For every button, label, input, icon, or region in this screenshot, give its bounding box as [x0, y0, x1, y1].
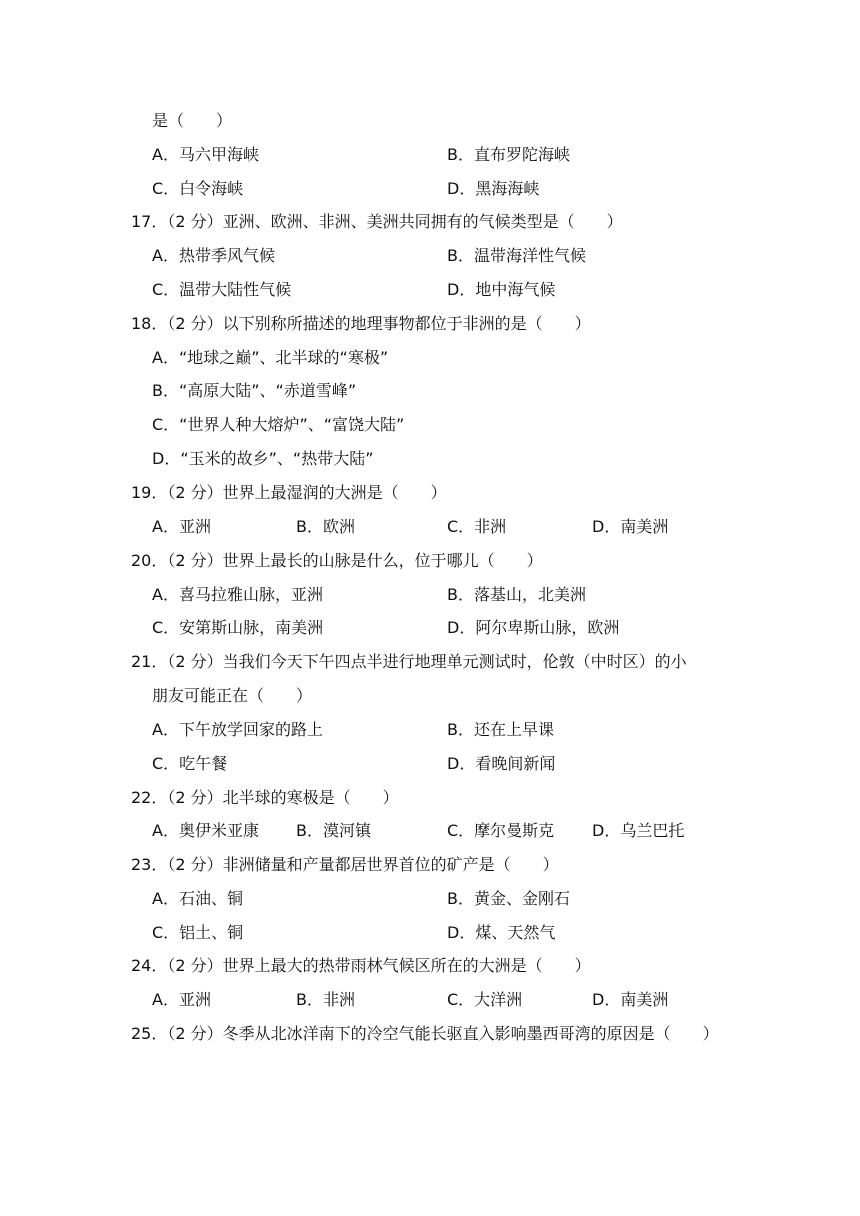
- q22-option-c: C．摩尔曼斯克: [447, 821, 555, 840]
- question-18-stem: 18．（2 分）以下别称所描述的地理事物都位于非洲的是（ ）: [131, 314, 591, 333]
- question-21-stem: 21．（2 分）当我们今天下午四点半进行地理单元测试时，伦敦（中时区）的小: [131, 652, 687, 671]
- q20-option-b: B．落基山，北美洲: [447, 585, 586, 604]
- q16-option-c: C．白令海峡: [152, 179, 244, 198]
- q24-option-b: B．非洲: [296, 990, 355, 1009]
- q17-option-b: B．温带海洋性气候: [447, 246, 586, 265]
- q17-option-a: A．热带季风气候: [152, 246, 275, 265]
- q21-option-d: D．看晚间新闻: [447, 754, 556, 773]
- q19-option-a: A．亚洲: [152, 517, 211, 536]
- question-16-continuation: 是（ ）: [152, 111, 233, 130]
- question-21-continuation: 朋友可能正在（ ）: [152, 686, 313, 705]
- q22-option-d: D．乌兰巴托: [592, 821, 685, 840]
- q19-option-c: C．非洲: [447, 517, 507, 536]
- q23-option-a: A．石油、铜: [152, 889, 243, 908]
- q16-option-b: B．直布罗陀海峡: [447, 145, 570, 164]
- q23-option-d: D．煤、天然气: [447, 923, 556, 942]
- q20-option-c: C．安第斯山脉，南美洲: [152, 618, 324, 637]
- q16-option-a: A．马六甲海峡: [152, 145, 259, 164]
- q20-option-a: A．喜马拉雅山脉，亚洲: [152, 585, 323, 604]
- question-25-stem: 25．（2 分）冬季从北冰洋南下的冷空气能长驱直入影响墨西哥湾的原因是（ ）: [131, 1024, 719, 1043]
- q17-option-d: D．地中海气候: [447, 280, 556, 299]
- q18-option-a: A．“地球之巅”、北半球的“寒极”: [152, 348, 389, 367]
- q18-option-d: D．“玉米的故乡”、“热带大陆”: [152, 449, 374, 468]
- q22-option-b: B．漠河镇: [296, 821, 371, 840]
- question-19-stem: 19．（2 分）世界上最湿润的大洲是（ ）: [131, 483, 447, 502]
- q24-option-d: D．南美洲: [592, 990, 669, 1009]
- q24-option-c: C．大洋洲: [447, 990, 523, 1009]
- question-24-stem: 24．（2 分）世界上最大的热带雨林气候区所在的大洲是（ ）: [131, 956, 591, 975]
- q16-option-d: D．黑海海峡: [447, 179, 540, 198]
- q20-option-d: D．阿尔卑斯山脉，欧洲: [447, 618, 620, 637]
- question-20-stem: 20．（2 分）世界上最长的山脉是什么，位于哪儿（ ）: [131, 551, 543, 570]
- q23-option-b: B．黄金、金刚石: [447, 889, 570, 908]
- q21-option-a: A．下午放学回家的路上: [152, 720, 323, 739]
- question-22-stem: 22．（2 分）北半球的寒极是（ ）: [131, 788, 399, 807]
- q19-option-b: B．欧洲: [296, 517, 355, 536]
- q23-option-c: C．铝土、铜: [152, 923, 244, 942]
- q19-option-d: D．南美洲: [592, 517, 669, 536]
- q21-option-c: C．吃午餐: [152, 754, 228, 773]
- q18-option-c: C．“世界人种大熔炉”、“富饶大陆”: [152, 415, 405, 434]
- question-23-stem: 23．（2 分）非洲储量和产量都居世界首位的矿产是（ ）: [131, 855, 559, 874]
- q17-option-c: C．温带大陆性气候: [152, 280, 292, 299]
- question-17-stem: 17．（2 分）亚洲、欧洲、非洲、美洲共同拥有的气候类型是（ ）: [131, 212, 623, 231]
- q24-option-a: A．亚洲: [152, 990, 211, 1009]
- q18-option-b: B．“高原大陆”、“赤道雪峰”: [152, 381, 357, 400]
- q21-option-b: B．还在上早课: [447, 720, 554, 739]
- q22-option-a: A．奥伊米亚康: [152, 821, 259, 840]
